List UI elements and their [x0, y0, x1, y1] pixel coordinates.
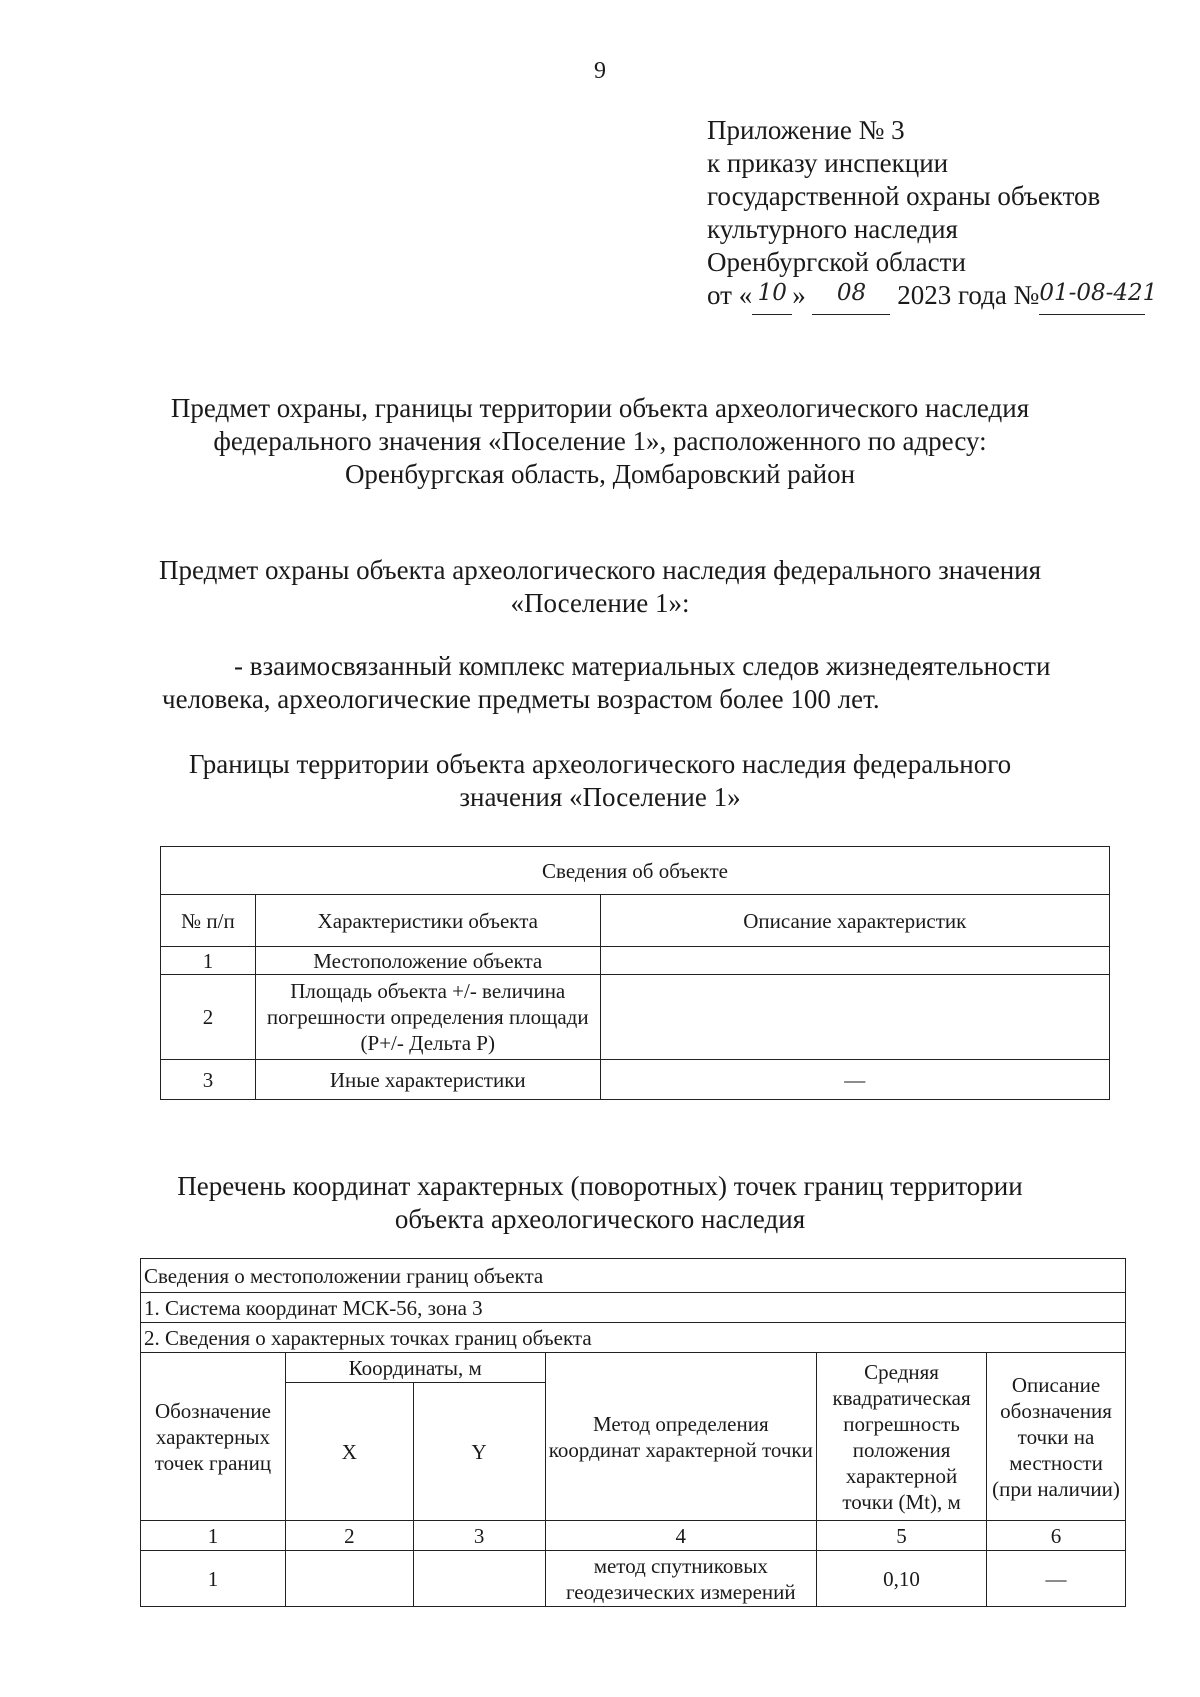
column-header: № п/п	[161, 895, 256, 947]
table-cell: —	[600, 1060, 1109, 1100]
text-line: - взаимосвязанный комплекс материальных следов жизнедеятельности	[234, 651, 1051, 681]
table-cell: метод спутниковых геодезических измерений	[545, 1551, 817, 1607]
year-text: 2023 года №	[897, 280, 1040, 310]
protection-subject-text	[162, 650, 1112, 716]
document-title	[150, 392, 1050, 491]
header-y: Y	[413, 1383, 545, 1521]
appendix-line: Оренбургской области	[707, 247, 966, 277]
header-designation: Обозначение характерных точек границ	[141, 1353, 286, 1521]
header-method: Метод определения координат характерной точки	[545, 1353, 817, 1521]
column-header: Описание характеристик	[600, 895, 1109, 947]
page-number: 9	[594, 58, 606, 84]
header-x: X	[285, 1383, 413, 1521]
appendix-block	[707, 114, 1158, 315]
boundaries-heading	[150, 748, 1050, 814]
points-info-row: 2. Сведения о характерных точках границ объекта	[141, 1323, 1126, 1353]
header-error: Средняя квадратическая погрешность положения характерной точки (Mt), м	[817, 1353, 987, 1521]
column-number: 3	[413, 1521, 545, 1551]
table-row	[161, 975, 1110, 1060]
date-mid: »	[792, 280, 806, 310]
coordinate-system-row: 1. Система координат МСК-56, зона 3	[141, 1293, 1126, 1323]
location-info-row: Сведения о местоположении границ объекта	[141, 1259, 1126, 1293]
table-cell	[600, 975, 1109, 1060]
header-description: Описание обозначения точки на местности (при наличии)	[987, 1353, 1126, 1521]
order-date-line	[707, 279, 1158, 315]
table-cell: Местоположение объекта	[255, 947, 600, 975]
title-line: Предмет охраны, границы территории объекта археологического наследия	[170, 393, 1030, 423]
handwritten-month: 08	[836, 280, 867, 306]
appendix-line: к приказу инспекции	[707, 148, 949, 178]
column-number: 6	[987, 1521, 1126, 1551]
table-row	[141, 1551, 1126, 1607]
day-field	[752, 279, 792, 315]
month-field	[812, 279, 890, 315]
table-cell: 1	[141, 1551, 286, 1607]
column-header: Характеристики объекта	[255, 895, 600, 947]
heading-line: «Поселение 1»:	[510, 588, 690, 618]
appendix-line: культурного наследия	[707, 214, 958, 244]
text-line: человека, археологические предметы возрастом более 100 лет.	[162, 684, 880, 714]
table-cell: 2	[161, 975, 256, 1060]
table-cell: 1	[161, 947, 256, 975]
table-row	[161, 947, 1110, 975]
appendix-line: государственной охраны объектов	[707, 181, 1101, 211]
title-line: федерального значения «Поселение 1», расположенного по адресу:	[213, 426, 987, 456]
handwritten-order-number: 01-08-421	[1039, 280, 1158, 306]
column-number: 2	[285, 1521, 413, 1551]
table-caption: Сведения об объекте	[161, 847, 1110, 895]
table-cell: 3	[161, 1060, 256, 1100]
appendix-line: Приложение № 3	[707, 115, 905, 145]
table-cell: Иные характеристики	[255, 1060, 600, 1100]
heading-line: значения «Поселение 1»	[459, 782, 741, 812]
object-info-table	[160, 846, 1110, 1100]
table-row	[161, 1060, 1110, 1100]
coordinates-table	[140, 1258, 1126, 1607]
header-coordinates: Координаты, м	[285, 1353, 545, 1383]
date-prefix: от «	[707, 280, 753, 310]
table-cell: 0,10	[817, 1551, 987, 1607]
heading-line: Границы территории объекта археологического наследия федерального	[188, 749, 1012, 779]
title-line: Оренбургская область, Домбаровский район	[344, 459, 856, 489]
column-number: 1	[141, 1521, 286, 1551]
table-cell	[285, 1551, 413, 1607]
heading-line: объекта археологического наследия	[394, 1204, 806, 1234]
heading-line: Перечень координат характерных (поворотных) точек границ территории	[177, 1171, 1023, 1201]
heading-line: Предмет охраны объекта археологического наследия федерального значения	[158, 555, 1042, 585]
handwritten-day: 10	[757, 280, 787, 306]
order-number-field	[1039, 279, 1158, 315]
table-cell: —	[987, 1551, 1126, 1607]
column-number: 5	[817, 1521, 987, 1551]
table-cell	[600, 947, 1109, 975]
coordinates-heading	[150, 1170, 1050, 1236]
column-number-row	[141, 1521, 1126, 1551]
column-number: 4	[545, 1521, 817, 1551]
table-cell	[413, 1551, 545, 1607]
table-cell: Площадь объекта +/- величина погрешности определения площади (Р+/- Дельта Р)	[255, 975, 600, 1060]
protection-subject-heading	[150, 554, 1050, 620]
